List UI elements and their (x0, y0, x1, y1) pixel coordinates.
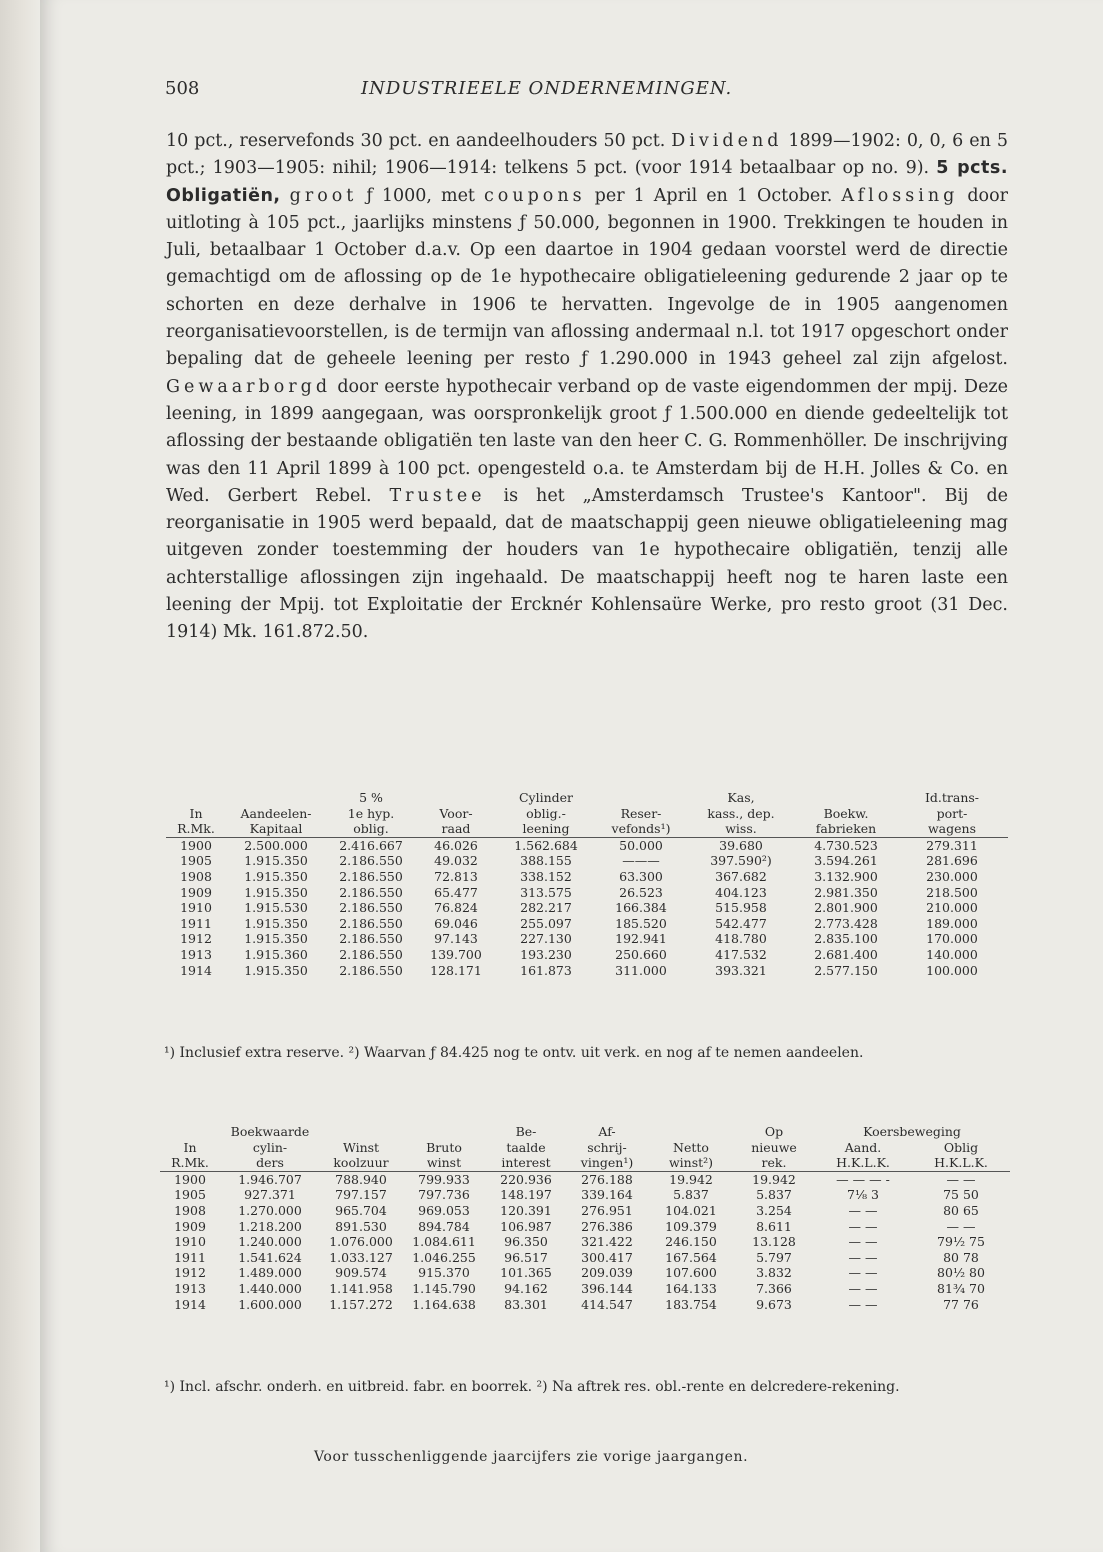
header-cell: Kapitaal (226, 821, 326, 837)
header-cell: Netto (673, 1139, 709, 1155)
header-cell (796, 790, 896, 806)
value-cell: 26.523 (619, 884, 663, 900)
header-cell (320, 1124, 402, 1140)
header-cell: winst (402, 1155, 486, 1171)
keyword-dividend: Dividend (671, 131, 783, 151)
value-cell: 1.915.350 (244, 884, 308, 900)
value-cell: 339.164 (581, 1187, 633, 1203)
header-cell: Be- (515, 1124, 537, 1139)
value-cell: — — (848, 1249, 878, 1265)
header-cell: vingen¹) (566, 1155, 648, 1171)
header-cell: Boekwaarde (230, 1124, 310, 1139)
value-cell: 185.520 (615, 915, 667, 931)
value-cell: 1.033.127 (329, 1249, 393, 1265)
value-cell: 139.700 (430, 946, 482, 962)
value-cell: 109.379 (665, 1218, 717, 1234)
header-cell: oblig.- (526, 805, 566, 821)
value-cell: 1.915.350 (244, 853, 308, 869)
header-cell (166, 790, 226, 806)
value-cell: 220.936 (500, 1171, 552, 1187)
value-cell: 367.682 (715, 868, 767, 884)
table1-footnote: ¹) Inclusief extra reserve. ²) Waarvan ƒ 84.425 nog te ontv. uit verk. en nog af te nemen aandeelen. (164, 1045, 864, 1061)
balance-table (166, 790, 1008, 978)
value-cell: 1.240.000 (238, 1234, 302, 1250)
value-cell: 192.941 (615, 931, 667, 947)
keyword-aflossing: Aflossing (841, 185, 959, 206)
header-cell: nieuwe (751, 1139, 797, 1155)
year-cell: 1914 (180, 962, 212, 978)
value-cell: — — — - (836, 1171, 890, 1187)
header-cell: Op (764, 1124, 784, 1139)
value-cell: — — (848, 1218, 878, 1234)
value-cell: 1.141.958 (329, 1280, 393, 1296)
value-cell: 276.188 (581, 1171, 633, 1187)
header-cell: Voor- (439, 805, 473, 821)
body-paragraph (166, 128, 1008, 647)
header-cell: koolzuur (320, 1155, 402, 1171)
value-cell: 1.541.624 (238, 1249, 302, 1265)
header-cell: Kas, (727, 790, 755, 805)
value-cell: 140.000 (926, 946, 978, 962)
value-cell: 106.987 (500, 1218, 552, 1234)
header-cell: Winst (342, 1139, 380, 1155)
year-cell: 1908 (174, 1202, 206, 1218)
value-cell: 2.577.150 (814, 962, 878, 978)
table-row (166, 853, 1008, 869)
value-cell: 1.915.360 (244, 946, 308, 962)
header-row (160, 1155, 1010, 1171)
value-cell: 338.152 (520, 868, 572, 884)
keyword-trustee: Trustee (389, 485, 486, 506)
table-header (160, 1124, 1010, 1171)
header-cell: Id.trans- (924, 790, 980, 805)
value-cell: 414.547 (581, 1296, 633, 1312)
closing-note: Voor tusschenliggende jaarcijfers zie vorige jaargangen. (314, 1449, 749, 1465)
value-cell: 167.564 (665, 1249, 717, 1265)
table-row (166, 837, 1008, 853)
value-cell: 969.053 (418, 1202, 470, 1218)
header-cell: In (183, 1139, 197, 1155)
page-number: 508 (165, 78, 200, 99)
text-run: per 1 April en 1 October. (585, 185, 842, 206)
value-cell: 388.155 (520, 853, 572, 869)
value-cell: 396.144 (581, 1280, 633, 1296)
value-cell: 5.837 (673, 1187, 709, 1203)
header-cell: port- (936, 805, 968, 821)
table-row (166, 900, 1008, 916)
keyword-obligatien: 5 pcts. Obligatiën, (166, 158, 1008, 206)
value-cell: 313.575 (520, 884, 572, 900)
value-cell: 46.026 (434, 837, 478, 853)
table-row (160, 1265, 1010, 1281)
header-cell: In (189, 805, 203, 821)
value-cell: 279.311 (926, 837, 978, 853)
value-cell: — — (946, 1218, 976, 1234)
header-cell: Bruto (426, 1139, 462, 1155)
value-cell: 515.958 (715, 900, 767, 916)
header-cell: H.K.L.K. (814, 1155, 912, 1171)
value-cell: 2.681.400 (814, 946, 878, 962)
value-cell: 797.157 (335, 1187, 387, 1203)
value-cell: — — (848, 1280, 878, 1296)
value-cell: 96.517 (504, 1249, 548, 1265)
year-cell: 1914 (174, 1296, 206, 1312)
header-cell: wagens (896, 821, 1008, 837)
value-cell: 1.915.350 (244, 915, 308, 931)
value-cell: 227.130 (520, 931, 572, 947)
value-cell: — — (848, 1202, 878, 1218)
value-cell: 9.673 (756, 1296, 792, 1312)
header-cell: R.Mk. (166, 821, 226, 837)
table-row (160, 1203, 1010, 1219)
value-cell: — — (848, 1265, 878, 1281)
header-cell: Af- (598, 1124, 616, 1139)
table2-footnote: ¹) Incl. afschr. onderh. en uitbreid. fabr. en boorrek. ²) Na aftrek res. obl.-rente en delcredere-rekening. (164, 1379, 900, 1395)
value-cell: 311.000 (615, 962, 667, 978)
value-cell: 1.440.000 (238, 1280, 302, 1296)
header-cell: ders (220, 1155, 320, 1171)
value-cell: 209.039 (581, 1265, 633, 1281)
table-row (166, 947, 1008, 963)
value-cell: 1.218.200 (238, 1218, 302, 1234)
header-cell: 1e hyp. (347, 805, 395, 821)
value-cell: 183.754 (665, 1296, 717, 1312)
header-cell: oblig. (326, 821, 416, 837)
value-cell: 65.477 (434, 884, 478, 900)
value-cell: 2.186.550 (339, 962, 403, 978)
header-cell: 5 % (359, 790, 383, 805)
value-cell: 542.477 (715, 915, 767, 931)
value-cell: 2.186.550 (339, 868, 403, 884)
text-run: 10 pct., reservefonds 30 pct. en aandeelhouders 50 pct. (166, 131, 672, 151)
table-row (166, 885, 1008, 901)
value-cell: 1.562.684 (514, 837, 578, 853)
value-cell: 2.186.550 (339, 900, 403, 916)
value-cell: 7.366 (756, 1280, 792, 1296)
value-cell: 2.186.550 (339, 853, 403, 869)
value-cell: 97.143 (434, 931, 478, 947)
header-cell: leening (496, 821, 596, 837)
value-cell: 3.594.261 (814, 853, 878, 869)
text-run: is het „Amsterdamsch Trustee's Kantoor". Bij de reorganisatie in 1905 werd bepaald, dat de maatschappij geen nieuwe obligatieleening mag uitgeven zonder toestemming der houders van 1e hypothecaire obligatiën, tenzij alle achterstallige aflossingen zijn ingehaald. De maatschappij heeft nog te haren laste een leening der Mpij. tot Exploitatie der Ercknér Kohlensaüre Werke, pro resto groot (31 Dec. 1914) Mk. 161.872.50. (166, 485, 1008, 643)
header-cell: rek. (734, 1155, 814, 1171)
header-row (160, 1140, 1010, 1156)
header-cell: Oblig (943, 1139, 979, 1155)
year-cell: 1913 (174, 1280, 206, 1296)
value-cell: 788.940 (335, 1171, 387, 1187)
value-cell: — — (848, 1296, 878, 1312)
header-cell: interest (486, 1155, 566, 1171)
value-cell: 276.386 (581, 1218, 633, 1234)
value-cell: 250.660 (615, 946, 667, 962)
table-row (160, 1297, 1010, 1313)
table-row (160, 1250, 1010, 1266)
year-cell: 1911 (180, 915, 212, 931)
value-cell: 164.133 (665, 1280, 717, 1296)
table-row (160, 1234, 1010, 1250)
value-cell: ——— (622, 853, 660, 869)
header-row (166, 806, 1008, 822)
value-cell: 170.000 (926, 931, 978, 947)
page-header (165, 74, 1005, 104)
table-row (166, 869, 1008, 885)
header-cell: Aand. (844, 1139, 882, 1155)
year-cell: 1909 (174, 1218, 206, 1234)
value-cell: 397.590²) (710, 853, 772, 869)
value-cell: 1.915.350 (244, 931, 308, 947)
value-cell: 797.736 (418, 1187, 470, 1203)
value-cell: 1.915.530 (244, 900, 308, 916)
value-cell: 8.611 (756, 1218, 792, 1234)
value-cell: 3.832 (756, 1265, 792, 1281)
value-cell: 4.730.523 (814, 837, 878, 853)
value-cell: 5.797 (756, 1249, 792, 1265)
year-cell: 1912 (174, 1265, 206, 1281)
value-cell: 189.000 (926, 915, 978, 931)
value-cell: 2.186.550 (339, 931, 403, 947)
value-cell: 965.704 (335, 1202, 387, 1218)
value-cell: 49.032 (434, 853, 478, 869)
value-cell: 1.076.000 (329, 1234, 393, 1250)
value-cell: 161.873 (520, 962, 572, 978)
header-cell: kass., dep. (707, 805, 775, 821)
header-cell (596, 790, 686, 806)
value-cell: 2.981.350 (814, 884, 878, 900)
value-cell: 80 65 (943, 1202, 979, 1218)
value-cell: 404.123 (715, 884, 767, 900)
value-cell: 1.915.350 (244, 962, 308, 978)
value-cell: 3.254 (756, 1202, 792, 1218)
header-cell: Aandeelen- (240, 805, 312, 821)
value-cell: 19.942 (752, 1171, 796, 1187)
value-cell: 166.384 (615, 900, 667, 916)
header-cell: Cylinder (518, 790, 574, 805)
header-row (160, 1124, 1010, 1140)
value-cell: 909.574 (335, 1265, 387, 1281)
header-cell (226, 790, 326, 806)
keyword-gewaarborgd: Gewaarborgd (166, 376, 332, 397)
keyword-coupons: coupons (484, 185, 586, 206)
header-cell: R.Mk. (160, 1155, 220, 1171)
value-cell: 2.186.550 (339, 884, 403, 900)
value-cell: 255.097 (520, 915, 572, 931)
value-cell: 75 50 (943, 1187, 979, 1203)
value-cell: 2.801.900 (814, 900, 878, 916)
value-cell: 76.824 (434, 900, 478, 916)
table-row (166, 963, 1008, 979)
value-cell: 1.145.790 (412, 1280, 476, 1296)
paragraph (166, 128, 1008, 647)
value-cell: 5.837 (756, 1187, 792, 1203)
value-cell: 230.000 (926, 868, 978, 884)
text-run: door uitloting à 105 pct., jaarlijks minstens ƒ 50.000, begonnen in 1900. Trekkingen te houden in Juli, betaalbaar 1 October d.a.v. Op een daartoe in 1904 gedaan voorstel werd de directie gemachtigd om de aflossing op de 1e hypothecaire obligatieleening gedurende 2 jaar op te schorten en deze derhalve in 1906 te hervatten. Ingevolge de in 1905 aangenomen reorganisatievoorstellen, is de termijn van aflossing andermaal n.l. tot 1917 opgeschort onder bepaling dat de geheele leening per resto ƒ 1.290.000 in 1943 geheel zal zijn afgelost. (166, 185, 1008, 370)
value-cell: — — (946, 1171, 976, 1187)
value-cell: 101.365 (500, 1265, 552, 1281)
header-cell: raad (416, 821, 496, 837)
table-row (160, 1219, 1010, 1235)
table-body (160, 1171, 1010, 1312)
value-cell: 2.186.550 (339, 915, 403, 931)
value-cell: 1.489.000 (238, 1265, 302, 1281)
value-cell: 1.164.638 (412, 1296, 476, 1312)
value-cell: 39.680 (719, 837, 763, 853)
header-cell: schrij- (587, 1139, 627, 1155)
value-cell: 104.021 (665, 1202, 717, 1218)
header-cell: vefonds¹) (596, 821, 686, 837)
value-cell: 80½ 80 (937, 1265, 985, 1281)
value-cell: 1.046.255 (412, 1249, 476, 1265)
value-cell: 2.500.000 (244, 837, 308, 853)
header-cell: fabrieken (796, 821, 896, 837)
value-cell: 1.946.707 (238, 1171, 302, 1187)
value-cell: 72.813 (434, 868, 478, 884)
value-cell: 393.321 (715, 962, 767, 978)
year-cell: 1905 (174, 1187, 206, 1203)
year-cell: 1910 (174, 1234, 206, 1250)
header-row (166, 821, 1008, 837)
value-cell: 100.000 (926, 962, 978, 978)
value-cell: 246.150 (665, 1234, 717, 1250)
year-cell: 1911 (174, 1249, 206, 1265)
year-cell: 1900 (180, 837, 212, 853)
value-cell: 210.000 (926, 900, 978, 916)
value-cell: 3.132.900 (814, 868, 878, 884)
year-cell: 1908 (180, 868, 212, 884)
text-run: door eerste hypothecair verband op de vaste eigendommen der mpij. Deze leening, in 1899 aangegaan, was oorspronkelijk groot ƒ 1.500.000 en diende gedeeltelijk tot aflossing der bestaande obligatiën ten laste van den heer C. G. Rommenhöller. De inschrijving was den 11 April 1899 à 100 pct. opengesteld o.a. te Amsterdam bij de H.H. Jolles & Co. en Wed. Gerbert Rebel. (166, 376, 1008, 506)
value-cell: 80 78 (943, 1249, 979, 1265)
value-cell: 128.171 (430, 962, 482, 978)
value-cell: 2.416.667 (339, 837, 403, 853)
value-cell: — — (848, 1234, 878, 1250)
value-cell: 1.915.350 (244, 868, 308, 884)
table-row (160, 1187, 1010, 1203)
table-row (160, 1171, 1010, 1187)
text-run: ƒ 1000, met (357, 185, 484, 206)
value-cell: 83.301 (504, 1296, 548, 1312)
header-cell (648, 1124, 734, 1140)
value-cell: 276.951 (581, 1202, 633, 1218)
header-cell: taalde (506, 1139, 546, 1155)
keyword-groot: groot (289, 185, 358, 206)
value-cell: 63.300 (619, 868, 663, 884)
header-cell: H.K.L.K. (912, 1155, 1010, 1171)
header-cell: Reser- (620, 805, 662, 821)
profit-table (160, 1124, 1010, 1312)
table-body (166, 837, 1008, 978)
value-cell: 50.000 (619, 837, 663, 853)
header-cell: wiss. (686, 821, 796, 837)
value-cell: 927.371 (244, 1187, 296, 1203)
year-cell: 1913 (180, 946, 212, 962)
value-cell: 891.530 (335, 1218, 387, 1234)
table-row (160, 1281, 1010, 1297)
value-cell: 19.942 (669, 1171, 713, 1187)
year-cell: 1910 (180, 900, 212, 916)
value-cell: 96.350 (504, 1234, 548, 1250)
header-cell: Koersbeweging (863, 1124, 961, 1139)
header-cell: winst²) (648, 1155, 734, 1171)
value-cell: 2.773.428 (814, 915, 878, 931)
value-cell: 1.157.272 (329, 1296, 393, 1312)
table-row (166, 931, 1008, 947)
value-cell: 321.422 (581, 1234, 633, 1250)
value-cell: 1.084.611 (412, 1234, 476, 1250)
header-cell (160, 1124, 220, 1140)
value-cell: 1.600.000 (238, 1296, 302, 1312)
value-cell: 107.600 (665, 1265, 717, 1281)
value-cell: 69.046 (434, 915, 478, 931)
running-title: INDUSTRIEELE ONDERNEMINGEN. (361, 78, 733, 99)
value-cell: 1.270.000 (238, 1202, 302, 1218)
year-cell: 1909 (180, 884, 212, 900)
value-cell: 894.784 (418, 1218, 470, 1234)
header-cell: Boekw. (823, 805, 869, 821)
value-cell: 120.391 (500, 1202, 552, 1218)
page-gutter (0, 0, 40, 1552)
value-cell: 218.500 (926, 884, 978, 900)
value-cell: 79½ 75 (937, 1234, 985, 1250)
value-cell: 77 76 (943, 1296, 979, 1312)
value-cell: 282.217 (520, 900, 572, 916)
year-cell: 1912 (180, 931, 212, 947)
value-cell: 915.370 (418, 1265, 470, 1281)
header-cell (416, 790, 496, 806)
value-cell: 799.933 (418, 1171, 470, 1187)
value-cell: 2.186.550 (339, 946, 403, 962)
value-cell: 193.230 (520, 946, 572, 962)
header-cell: cylin- (252, 1139, 288, 1155)
value-cell: 81¾ 70 (937, 1280, 985, 1296)
value-cell: 2.835.100 (814, 931, 878, 947)
year-cell: 1905 (180, 853, 212, 869)
header-row (166, 790, 1008, 806)
value-cell: 13.128 (752, 1234, 796, 1250)
text-run: 1899—1902: 0, 0, 6 en 5 pct.; 1903—1905: nihil; 1906—1914: telkens 5 pct. (voor 1914 betaalbaar op no. 9). (166, 131, 1009, 179)
value-cell: 300.417 (581, 1249, 633, 1265)
value-cell: 148.197 (500, 1187, 552, 1203)
value-cell: 94.162 (504, 1280, 548, 1296)
table-header (166, 790, 1008, 837)
value-cell: 7⅛ 3 (847, 1187, 879, 1203)
value-cell: 418.780 (715, 931, 767, 947)
year-cell: 1900 (174, 1171, 206, 1187)
value-cell: 281.696 (926, 853, 978, 869)
header-cell (402, 1124, 486, 1140)
text-run (281, 186, 290, 206)
table-row (166, 916, 1008, 932)
value-cell: 417.532 (715, 946, 767, 962)
